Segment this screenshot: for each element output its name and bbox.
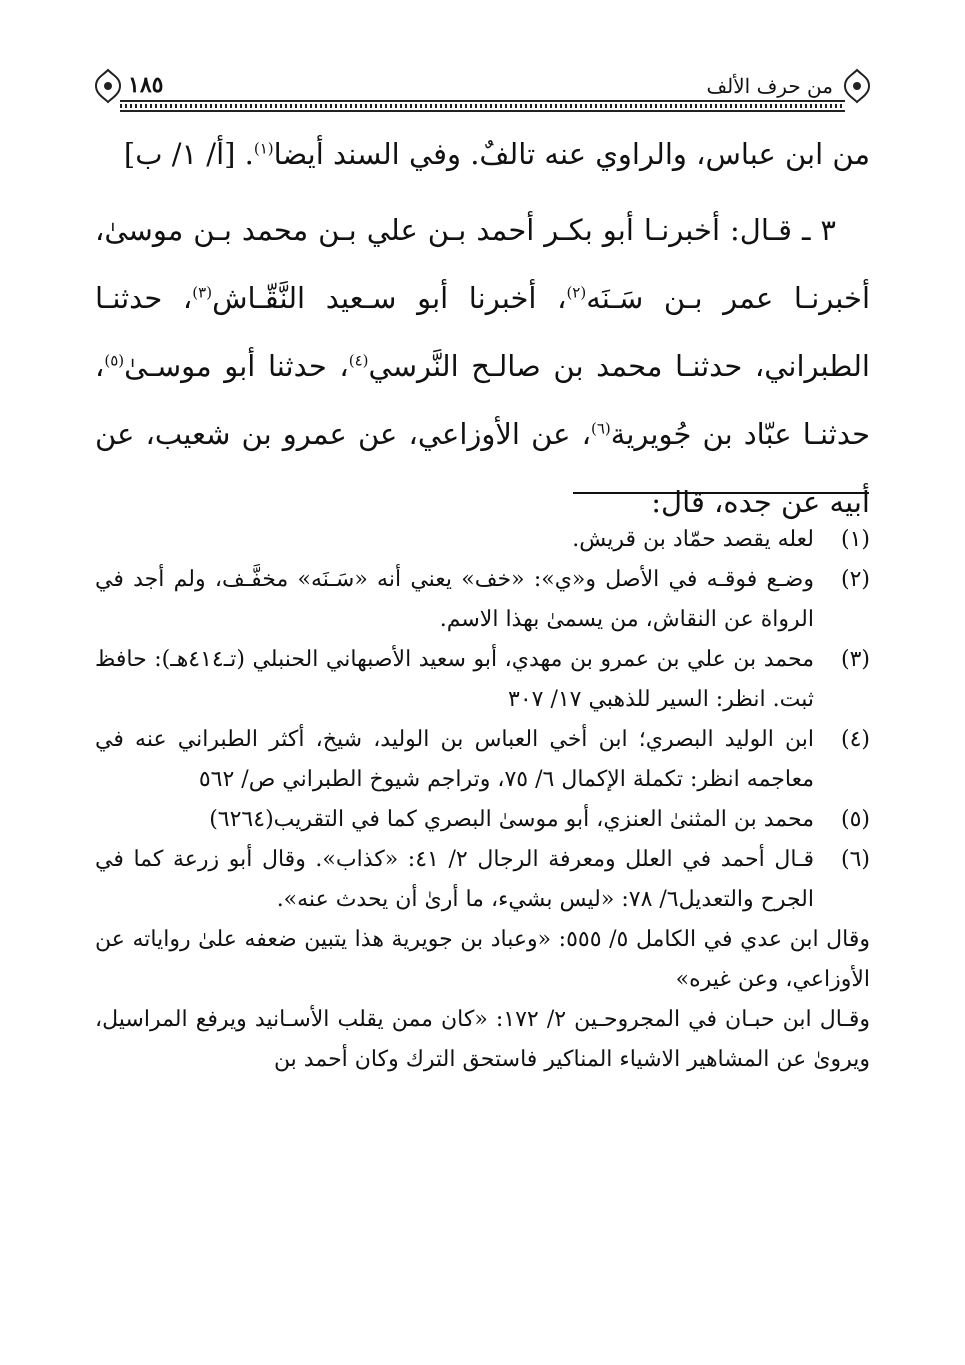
footnote-number: (٤) [840,727,870,752]
page-number: ١٨٥ [128,72,164,98]
footnote-number: (٦) [840,847,870,872]
footnote-item [95,800,870,840]
footnote-ref: (١) [253,139,274,158]
header-title: من حرف الألف [706,74,833,98]
text-run: ٣ ـ قـال: أخبرنـا أبو بكـر أحمد بـن علي بـن محمد بـن موسىٰ، أخبرنـا عمر بـن سَـنَه [95,213,870,315]
footnote-item [95,520,870,560]
footnote-item [95,720,870,800]
footnote-ref: (٢) [566,283,587,302]
text-run: ، حدثنـا عبّاد بن جُويرية [95,349,870,451]
footnote-separator [573,492,869,494]
footnotes [95,520,870,1080]
footnote-text: لعله يقصد حمّاد بن قريش. [572,527,814,552]
text-run: ، حدثنا أبو موسـىٰ [124,349,349,383]
footnote-ref: (٦) [590,419,611,438]
footnote-continuation: وقال ابن عدي في الكامل ٥/ ٥٥٥: «وعباد بن جويرية هذا يتبين ضعفه علىٰ رواياته عن الأوزاعي، وعن غيره» [95,927,870,992]
footnote-ref: (٣) [192,283,213,302]
header-rule [120,100,845,112]
text-run: من ابن عباس، والراوي عنه تالفٌ. وفي السند أيضا [273,137,870,171]
footnote-text: وضـع فوقـه في الأصل و«ي»: «خف» يعني أنه «سَـنَه» مخفَّـف، ولم أجد في الرواة عن النقاش، من يسمىٰ بهذا الاسم. [95,567,814,632]
footnote-text: ابن الوليد البصري؛ ابن أخي العباس بن الوليد، شيخ، أكثر الطبراني عنه في معاجمه انظر: تكملة الإكمال ٦/ ٧٥، وتراجم شيوخ الطبراني ص/ ٥٦٢ [95,727,814,792]
paragraph-hadith [95,196,870,536]
text-run: . [أ/ ١/ ب] [123,137,254,171]
footnote-number: (١) [840,527,870,552]
footnote-text: محمد بن المثنىٰ العنزي، أبو موسىٰ البصري كما في التقريب(٦٢٦٤) [209,807,814,832]
footnote-item [95,840,870,920]
floral-ornament-icon [92,68,124,104]
text-run: ، عن الأوزاعي، عن عمرو بن شعيب، عن أبيه عن جده، قال: [95,417,870,519]
footnote-number: (٣) [840,647,870,672]
text-run: ، أخبرنا أبو سـعيد النَّقّـاش [212,281,567,315]
footnote-ref: (٤) [348,351,369,370]
footnote-item [95,560,870,640]
footnote-number: (٢) [840,567,870,592]
main-text [95,120,870,536]
footnote-continuation: وقـال ابن حبـان في المجروحـين ٢/ ١٧٢: «كان ممن يقلب الأسـانيد ويرفع المراسيل، ويروىٰ عن المشاهير الاشياء المناكير فاستحق الترك وكان أحمد بن [95,1007,870,1072]
footnote-item [95,640,870,720]
floral-ornament-icon [841,68,873,104]
footnote-text: محمد بن علي بن عمرو بن مهدي، أبو سعيد الأصبهاني الحنبلي (تـ٤١٤هـ): حافظ ثبت. انظر: السير للذهبي ١٧/ ٣٠٧ [95,647,814,712]
footnote-text: قـال أحمد في العلل ومعرفة الرجال ٢/ ٤١: «كذاب». وقال أبو زرعة كما في الجرح والتعديل٦/ ٧٨: «ليس بشيء، ما أرىٰ أن يحدث عنه». [95,847,815,912]
footnote-ref: (٥) [104,351,125,370]
paragraph-continuation [95,120,870,188]
text-run: ، حدثنـا الطبراني، حدثنـا محمد بن صالـح النَّرسي [95,281,870,383]
footnote-number: (٥) [840,807,870,832]
running-header [92,66,873,110]
